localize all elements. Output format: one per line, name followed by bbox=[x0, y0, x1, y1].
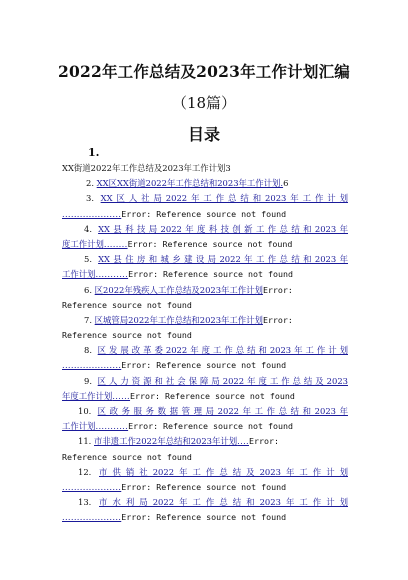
toc-entry-6-error-tail: Reference source not found bbox=[62, 299, 192, 310]
toc-entry-12-leader: .................... bbox=[62, 481, 122, 492]
toc-entry-5-number: 5. bbox=[84, 254, 92, 265]
toc-heading: 目录 bbox=[187, 125, 220, 144]
toc-entry-4-error: Error: Reference source not found bbox=[127, 238, 293, 249]
toc-entry-13-continued[interactable] bbox=[62, 510, 348, 525]
toc-entry-10-link-tail[interactable]: 工作计划 bbox=[62, 421, 96, 432]
toc-entry-5-error: Error: Reference source not found bbox=[128, 269, 293, 280]
toc-entry-3-link[interactable]: XX区人社局2022年工作总结和2023年工作计划 bbox=[100, 193, 348, 204]
toc-entry-1[interactable] bbox=[62, 161, 348, 176]
toc-entry-5-link[interactable]: XX县住房和城乡建设局2022年工作总结和2023年 bbox=[98, 254, 348, 265]
toc-entry-4-continued[interactable] bbox=[62, 237, 348, 252]
toc-entry-13-number: 13. bbox=[78, 497, 92, 508]
toc-entry-11-continued bbox=[62, 450, 348, 465]
table-of-contents bbox=[62, 161, 348, 526]
document-subtitle: （18篇） bbox=[171, 94, 237, 112]
toc-entry-10-link[interactable]: 区政务服务数据管理局2022年工作总结和2023年 bbox=[97, 406, 348, 416]
toc-entry-9[interactable] bbox=[62, 374, 348, 389]
toc-entry-10-number: 10. bbox=[78, 406, 92, 416]
toc-entry-4-leader: ........ bbox=[103, 238, 128, 249]
toc-entry-6-error: Error: bbox=[262, 284, 293, 295]
toc-entry-8[interactable] bbox=[62, 343, 348, 358]
toc-entry-13-leader: .................... bbox=[62, 512, 122, 523]
toc-entry-10[interactable] bbox=[62, 404, 348, 419]
toc-entry-3-leader: .................... bbox=[62, 208, 122, 219]
toc-entry-9-continued[interactable] bbox=[62, 389, 348, 404]
toc-entry-6-continued bbox=[62, 298, 348, 313]
toc-entry-8-continued[interactable] bbox=[62, 358, 348, 373]
toc-entry-3[interactable] bbox=[62, 191, 348, 206]
toc-entry-10-error: Error: Reference source not found bbox=[128, 421, 293, 432]
toc-entry-2[interactable] bbox=[62, 176, 348, 191]
toc-entry-6-link[interactable]: 区2022年残疾人工作总结及2023年工作计划 bbox=[94, 284, 263, 295]
toc-entry-4-link-tail[interactable]: 度工作计划 bbox=[62, 238, 104, 249]
toc-entry-11-number: 11. bbox=[78, 436, 92, 447]
toc-entry-9-leader: ...... bbox=[112, 390, 131, 401]
toc-entry-9-link-tail[interactable]: 年度工作计划 bbox=[62, 390, 113, 401]
toc-entry-11-leader: .... bbox=[237, 436, 249, 447]
toc-entry-11-error: Error: bbox=[249, 436, 279, 447]
toc-entry-5-link-tail[interactable]: 工作计划 bbox=[62, 269, 96, 280]
toc-entry-5[interactable] bbox=[62, 252, 348, 267]
toc-entry-5-continued[interactable] bbox=[62, 267, 348, 282]
toc-entry-12-link[interactable]: 市供销社2022年工作总结及2023年工作计划 bbox=[99, 466, 348, 477]
toc-entry-11-link[interactable]: 市非遗工作2022年总结和2023年计划 bbox=[94, 436, 238, 447]
toc-entry-9-link[interactable]: 区人力资源和社会保障局2022年度工作总结及2023 bbox=[97, 375, 348, 386]
toc-entry-9-error: Error: Reference source not found bbox=[130, 390, 295, 401]
toc-entry-7-error: Error: bbox=[262, 314, 293, 325]
toc-entry-6[interactable] bbox=[62, 283, 348, 298]
toc-entry-6-number: 6. bbox=[84, 284, 92, 295]
toc-entry-2-link[interactable]: XX区XX街道2022年工作总结和2023年工作计划. bbox=[96, 178, 284, 189]
toc-entry-12-error: Error: Reference source not found bbox=[121, 481, 287, 492]
toc-entry-12-number: 12. bbox=[78, 466, 92, 477]
toc-entry-7-continued bbox=[62, 328, 348, 343]
toc-entry-3-continued[interactable] bbox=[62, 207, 348, 222]
toc-entry-10-leader: ........... bbox=[95, 421, 129, 432]
toc-entry-8-number: 8. bbox=[84, 345, 92, 356]
toc-entry-11[interactable] bbox=[62, 434, 348, 449]
toc-entry-4-number: 4. bbox=[84, 223, 92, 234]
toc-entry-4[interactable] bbox=[62, 222, 348, 237]
toc-entry-12-continued[interactable] bbox=[62, 480, 348, 495]
document-title: 2022年工作总结及2023年工作计划汇编 bbox=[58, 62, 350, 81]
toc-entry-3-number: 3. bbox=[86, 193, 94, 204]
toc-entry-10-continued[interactable] bbox=[62, 419, 348, 434]
toc-entry-7-link[interactable]: 区城管局2022年工作总结和2023年工作计划 bbox=[94, 314, 263, 325]
toc-entry-7-error-tail: Reference source not found bbox=[62, 330, 192, 341]
toc-entry-7-number: 7. bbox=[84, 314, 92, 325]
toc-entry-7[interactable] bbox=[62, 313, 348, 328]
toc-list-number: 1. bbox=[88, 146, 100, 159]
toc-entry-11-error-tail: Reference source not found bbox=[62, 451, 192, 462]
toc-entry-12[interactable] bbox=[62, 465, 348, 480]
toc-entry-5-leader: ........... bbox=[95, 269, 129, 280]
toc-entry-8-error: Error: Reference source not found bbox=[121, 360, 287, 371]
toc-entry-8-link[interactable]: 区发展改革委2022年度工作总结和2023年工作计划 bbox=[97, 345, 348, 356]
toc-entry-8-leader: .................... bbox=[62, 360, 122, 371]
toc-entry-13[interactable] bbox=[62, 495, 348, 510]
toc-entry-4-link[interactable]: XX县科技局2022年度科技创新工作总结和2023年 bbox=[98, 223, 348, 234]
toc-entry-9-number: 9. bbox=[84, 375, 92, 386]
toc-entry-2-number: 2. bbox=[86, 178, 94, 189]
toc-entry-3-error: Error: Reference source not found bbox=[121, 208, 287, 219]
toc-entry-13-error: Error: Reference source not found bbox=[121, 512, 287, 523]
toc-entry-2-page: 6 bbox=[283, 178, 289, 189]
toc-entry-13-link[interactable]: 市水利局2022年工作总结和2023年工作计划 bbox=[99, 497, 348, 508]
toc-entry-1-text[interactable]: XX街道2022年工作总结及2023年工作计划3 bbox=[62, 163, 231, 173]
